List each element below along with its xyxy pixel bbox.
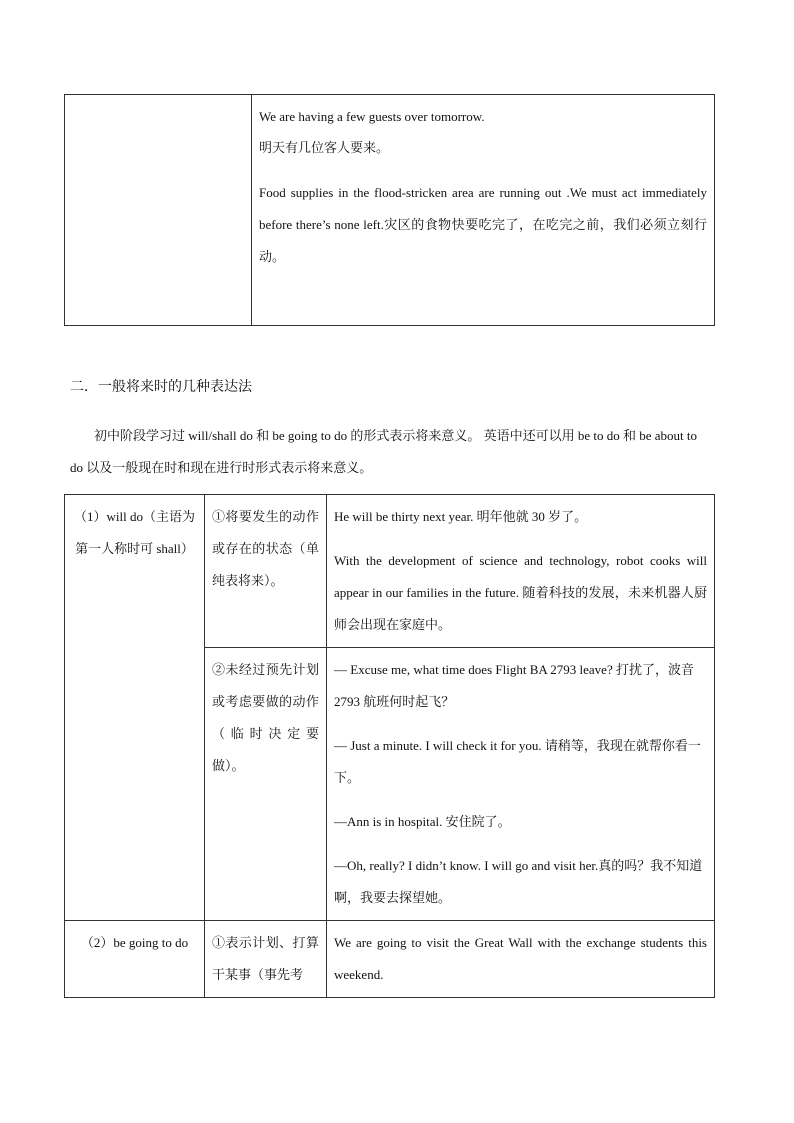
- example-text: We are going to visit the Great Wall with the exchange students this weekend.: [334, 935, 707, 982]
- example-cell: [327, 648, 715, 921]
- example-text: With the development of science and technology, robot cooks will appear in our families in the future. 随着科技的发展，未来机器人厨师会出现在家庭中。: [334, 553, 707, 632]
- example-text: — Just a minute. I will check it for you. 请稍等，我现在就帮你看一下。: [334, 738, 701, 785]
- meaning-text: ①表示计划、打算干某事（事先考: [212, 935, 319, 982]
- category-cell: [65, 495, 205, 921]
- meaning-cell: [205, 648, 327, 921]
- example-text: — Excuse me, what time does Flight BA 2793 leave? 打扰了，波音 2793 航班何时起飞？: [334, 662, 694, 709]
- example-cell: [327, 921, 715, 998]
- example-text: We are having a few guests over tomorrow.: [259, 109, 485, 124]
- example-cell: [327, 495, 715, 648]
- empty-category-cell: [65, 95, 252, 326]
- meaning-cell: [205, 921, 327, 998]
- category-label: （1）will do（主语为第一人称时可 shall）: [74, 509, 195, 556]
- meaning-text: ①将要发生的动作或存在的状态（单纯表将来）。: [212, 509, 319, 588]
- intro-paragraph: 初中阶段学习过 will/shall do 和 be going to do 的形式表示将来意义。 英语中还可以用 be to do 和 be about to do 以及一般现在时和现在进行时形式表示将来意义。: [70, 428, 698, 475]
- example-text: Food supplies in the flood-stricken area are running out .We must act immediately before there’s none left.灾区的食物快要吃完了，在吃完之前，我们必须立刻行动。: [259, 185, 707, 264]
- table-row: [65, 495, 715, 648]
- category-label: （2）be going to do: [80, 935, 189, 950]
- example-cell: [252, 95, 715, 326]
- table-row: [65, 95, 715, 326]
- example-text: He will be thirty next year. 明年他就 30 岁了。: [334, 509, 588, 524]
- top-example-table: [64, 94, 715, 326]
- example-text: —Ann is in hospital. 安住院了。: [334, 814, 511, 829]
- meaning-cell: [205, 495, 327, 648]
- example-text: 明天有几位客人要来。: [259, 141, 390, 156]
- meaning-text: ②未经过预先计划或考虑要做的动作（临时决定要做）。: [212, 662, 319, 773]
- section-heading: 二．一般将来时的几种表达法: [70, 379, 252, 395]
- category-cell: [65, 921, 205, 998]
- table-row: [65, 921, 715, 998]
- future-tense-table: [64, 494, 715, 998]
- example-text: —Oh, really? I didn’t know. I will go and visit her.真的吗？我不知道啊，我要去探望她。: [334, 858, 703, 905]
